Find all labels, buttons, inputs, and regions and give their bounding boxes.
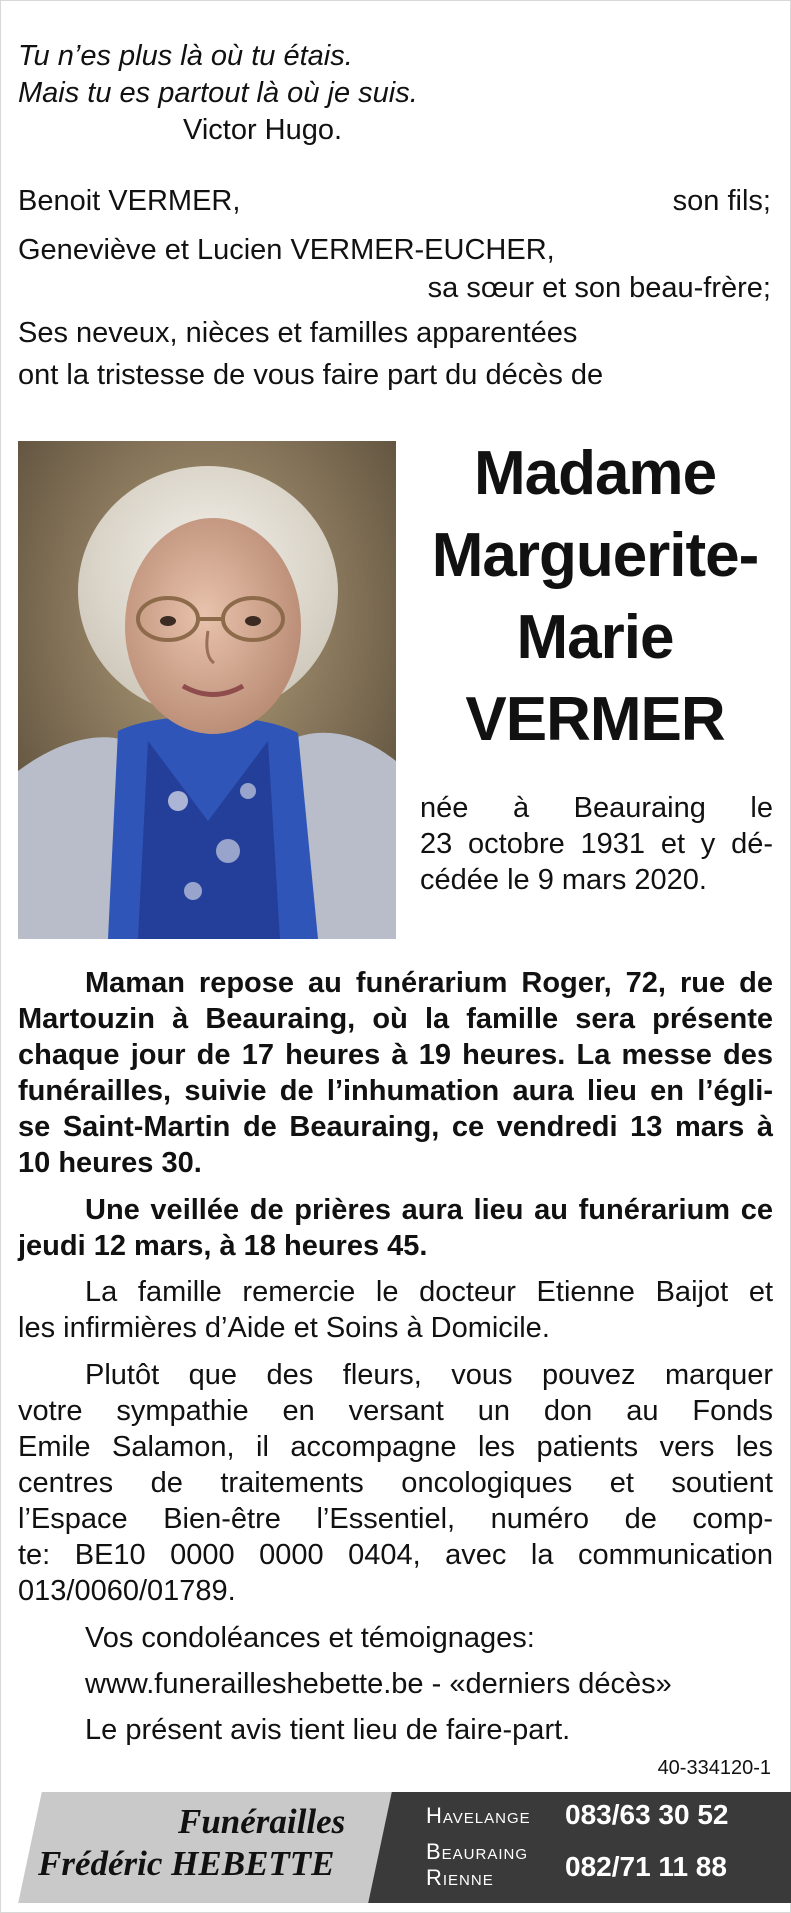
funeral-line: Martouzin à Beauraing, où la famille sera présente [18, 1003, 773, 1035]
town-havelange: Havelange [426, 1803, 531, 1828]
quote-line-2: Mais tu es partout là où je suis. [18, 77, 418, 109]
donation-line: l’Espace Bien-être l’Essentiel, numéro de comp- [18, 1503, 773, 1535]
funeral-line: chaque jour de 17 heures à 19 heures. La messe des [18, 1039, 773, 1071]
donation-line: Emile Salamon, il accompagne les patients vers les [18, 1431, 773, 1463]
portrait-illustration [18, 441, 396, 939]
funeral-line: se Saint-Martin de Beauraing, ce vendredi 13 mars à [18, 1111, 773, 1143]
website-link[interactable]: www.funerailleshebette.be - «derniers décès» [85, 1668, 672, 1700]
donation-line: Plutôt que des fleurs, vous pouvez marquer [85, 1359, 773, 1391]
funeral-line: Maman repose au funérarium Roger, 72, rue de [85, 967, 773, 999]
funeral-line: 10 heures 30. [18, 1147, 202, 1179]
reference-number: 40-334120-1 [657, 1757, 771, 1779]
deceased-first-name-2: Marie [516, 603, 674, 672]
announcement-line: ont la tristesse de vous faire part du décès de [18, 359, 604, 391]
donation-line: 013/0060/01789. [18, 1575, 236, 1607]
other-relatives: Ses neveux, nièces et familles apparentées [18, 317, 578, 349]
town-beauraing: Beauraing [426, 1839, 529, 1864]
sister-relation: sa sœur et son beau-frère; [427, 272, 771, 304]
thanks-line: les infirmières d’Aide et Soins à Domicile. [18, 1312, 550, 1344]
donation-line: votre sympathie en versant un don au Fonds [18, 1395, 773, 1427]
town-rienne: Rienne [426, 1865, 494, 1890]
thanks-line: La famille remercie le docteur Etienne Baijot et [85, 1276, 773, 1308]
donation-line: centres de traitements oncologiques et soutient [18, 1467, 773, 1499]
condolences-line: Vos condoléances et témoignages: [85, 1622, 535, 1654]
deceased-first-name-1: Marguerite- [431, 521, 759, 590]
son-name: Benoit VERMER, [18, 185, 241, 217]
donation-line: te: BE10 0000 0000 0404, avec la communication [18, 1539, 773, 1571]
funeral-line: funérailles, suivie de l’inhumation aura lieu en l’égli- [18, 1075, 773, 1107]
deceased-surname: VERMER [465, 685, 725, 754]
birth-line-2: 23 octobre 1931 et y dé- [420, 828, 773, 860]
phone-havelange: 083/63 30 52 [565, 1799, 729, 1830]
vigil-line: Une veillée de prières aura lieu au funérarium ce [85, 1194, 773, 1226]
faire-part-notice: Le présent avis tient lieu de faire-part. [85, 1714, 571, 1746]
vigil-line: jeudi 12 mars, à 18 heures 45. [18, 1230, 428, 1262]
footer-banner [0, 1792, 791, 1913]
brand-line-2: Frédéric HEBETTE [38, 1844, 335, 1883]
birth-line-1: née à Beauraing le [420, 792, 773, 824]
quote-author: Victor Hugo. [183, 114, 343, 146]
portrait-photo [18, 441, 396, 939]
deceased-title: Madame [473, 439, 717, 508]
sister-name: Geneviève et Lucien VERMER-EUCHER, [18, 234, 555, 266]
birth-line-3: cédée le 9 mars 2020. [420, 864, 707, 896]
son-relation: son fils; [672, 185, 771, 217]
quote-line-1: Tu n’es plus là où tu étais. [18, 40, 353, 72]
brand-line-1: Funérailles [178, 1802, 346, 1841]
phone-beauraing: 082/71 11 88 [565, 1851, 727, 1882]
